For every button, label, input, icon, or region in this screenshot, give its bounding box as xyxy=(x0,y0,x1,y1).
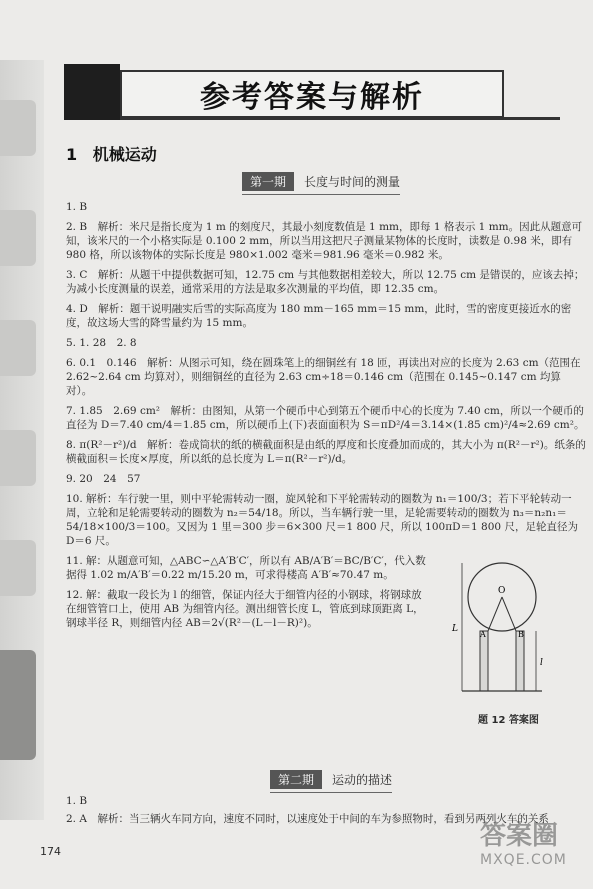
answer-item: 10. 解析：车行驶一里，则中平轮需转动一圈，旋风轮和下平轮需转动的圈数为 n₁＝100/3；若下平轮转动一周，立轮和足轮需要转动的圈数为 n₂＝54/18。所以，当车辆行驶一里，足轮需要转动的圈数为 n₃＝n₂n₁＝54/18×100/3＝100。又因为 1 里＝300 步＝6×300 尺＝1 800 尺，所以 100πD＝1 800 尺，足轮直径为 D＝6 尺。 xyxy=(66,493,578,547)
phase-label: 第二期 xyxy=(270,770,322,789)
figure-tube-left xyxy=(480,631,488,691)
figure-label: l xyxy=(540,658,543,668)
title-banner xyxy=(64,64,504,120)
answer-item: 1. B xyxy=(66,795,88,807)
side-tab xyxy=(0,210,36,266)
answer-item: 3. C 解析：从题干中提供数据可知，12.75 cm 与其他数据相差较大，所以 12.75 cm 是错误的，应该去掉；为减小长度测量的误差，通常采用的方法是取多次测量的平均值，即 12.35 cm。 xyxy=(66,269,585,295)
answer-item: 7. 1.85 2.69 cm² 解析：由图知，从第一个硬币中心到第五个硬币中心的长度为 7.40 cm，所以一个硬币的直径为 D＝7.40 cm/4＝1.85 cm，所以硬币上(下)表面面积为 S＝πD²/4＝3.14×(1.85 cm)²/4≈2.69 cm²。 xyxy=(66,405,585,431)
side-tab xyxy=(0,430,36,486)
side-tab-active xyxy=(0,650,36,760)
phase-label: 第一期 xyxy=(242,172,294,191)
figure-caption: 题 12 答案图 xyxy=(478,715,539,726)
figure-tube-right xyxy=(516,631,524,691)
phase-title: 运动的描述 xyxy=(332,773,393,787)
answer-item: 11. 解：从题意可知，△ABC∽△A′B′C′，所以有 AB/A′B′＝BC/B′C′，代入数据得 1.02 m/A′B′＝0.22 m/15.20 m，可求得楼高 A′B′≈70.47 m。 xyxy=(66,555,426,581)
page-title: 参考答案与解析 xyxy=(120,70,504,118)
section-title: 机械运动 xyxy=(92,145,157,164)
side-tab xyxy=(0,320,36,376)
figure-label: A xyxy=(480,630,486,639)
section-heading xyxy=(66,142,157,165)
answer-item: 6. 0.1 0.146 解析：从图示可知，绕在圆珠笔上的细铜丝有 18 匝，再读出对应的长度为 2.63 cm（范围在 2.62~2.64 cm 均算对），则细铜丝的直径为 2.63 cm÷18＝0.146 cm（范围在 0.145~0.147 cm 均算对）。 xyxy=(66,357,581,397)
answer-item: 5. 1. 28 2. 8 xyxy=(66,337,137,349)
answer-item: 8. π(R²－r²)/d 解析：卷成筒状的纸的横截面积是由纸的厚度和长度叠加而成的，其大小为 π(R²－r²)。纸条的横截面积＝长度×厚度，所以纸的总长度为 L＝π(R²－r²)/d。 xyxy=(66,439,586,465)
answer-item: 2. A 解析：当三辆火车同方向，速度不同时，以速度处于中间的车为参照物时，看到另两列火车的关系 xyxy=(66,813,549,825)
answer-item: 2. B 解析：米尺是指长度为 1 m 的刻度尺，其最小刻度数值是 1 mm，即每 1 格表示 1 mm。因此从题意可知，该米尺的一个小格实际是 0.100 2 mm，所以当用这把尺子测量某物体的长度时，读数是 0.98 米，即有 980 格，所以该物体的实际长度是 980×1.002 毫米＝981.96 毫米＝0.982 米。 xyxy=(66,221,583,261)
answer-item: 9. 20 24 57 xyxy=(66,473,141,485)
site-watermark-logo: 答案圈 MXQE.COM xyxy=(480,821,567,868)
figure-label: L xyxy=(452,624,458,634)
answer-item: 1. B xyxy=(66,201,88,213)
side-tab xyxy=(0,540,36,596)
side-index-strip xyxy=(0,60,44,820)
banner-underline xyxy=(120,117,560,120)
answer-figure-12 xyxy=(432,545,562,715)
figure-label: B xyxy=(518,630,524,639)
page-number: 174 xyxy=(40,845,61,858)
phase-heading-2 xyxy=(270,770,392,789)
side-tab xyxy=(0,100,36,156)
answer-item: 4. D 解析：题干说明融实后雪的实际高度为 180 mm－165 mm＝15 mm，此时，雪的密度更接近水的密度，故这场大雪的降雪量约为 15 mm。 xyxy=(66,303,572,329)
figure-label: O xyxy=(498,586,506,596)
section-number: 1 xyxy=(66,145,78,164)
phase-heading-1 xyxy=(242,172,400,191)
answer-item: 12. 解：截取一段长为 l 的细管，保证内径大于细管内径的小钢球，将钢球放在细管管口上，使用 AB 为细管内径。测出细管长度 L，管底到球顶距离 L，钢球半径 R，则细管内径 AB＝2√(R²－(L－l－R)²)。 xyxy=(66,589,424,629)
phase-title: 长度与时间的测量 xyxy=(304,175,401,189)
banner-black-block xyxy=(64,64,120,120)
